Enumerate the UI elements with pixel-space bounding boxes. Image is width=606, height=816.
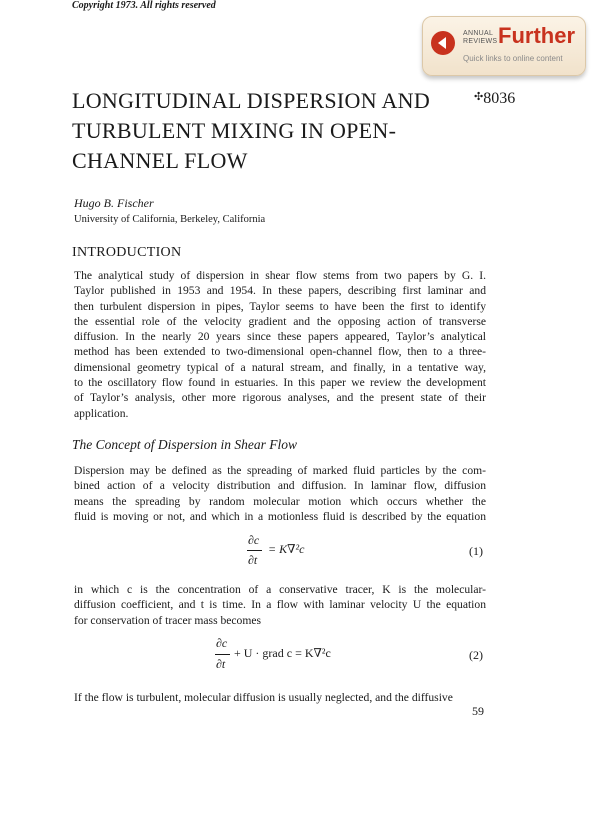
article-title xyxy=(72,86,462,176)
annual-reviews-label-line2: REVIEWS xyxy=(463,38,498,45)
equation-2-number: (2) xyxy=(469,648,483,662)
equation-2-rhs: + U · grad c = K∇²c xyxy=(234,646,331,660)
equation-1-rhs: = K∇²c xyxy=(268,542,305,556)
text-line: fluid is moving or not, and which in a motionless fluid is described by the equation xyxy=(74,509,486,523)
introduction-paragraph xyxy=(74,268,486,421)
section-heading-concept: The Concept of Dispersion in Shear Flow xyxy=(72,437,297,452)
annual-reviews-label-line1: ANNUAL xyxy=(463,30,494,37)
article-number-marker: ✣ xyxy=(474,91,484,103)
text-line: diffusion coefficient, and t is time. In a flow with laminar velocity U the equation xyxy=(74,598,486,612)
title-line: TURBULENT MIXING IN OPEN- xyxy=(72,118,397,143)
equation-2-denominator: ∂t xyxy=(216,657,226,671)
equation-1-explanation xyxy=(74,582,486,628)
equation-2-numerator: ∂c xyxy=(216,636,228,650)
equation-1-number: (1) xyxy=(469,544,483,558)
author-name: Hugo B. Fischer xyxy=(74,196,154,210)
text-line: method has been extended to two-dimensional open-channel flow, then to a three- xyxy=(74,345,486,359)
text-line: of Taylor’s analysis, other more rigorous analyses, and the present state of their xyxy=(74,391,486,405)
equation-1-fraction-bar xyxy=(247,550,262,551)
equation-1-numerator: ∂c xyxy=(248,533,260,547)
equation-2-explanation xyxy=(74,690,486,705)
further-links-button[interactable] xyxy=(422,16,586,76)
text-line: to the oscillatory flow found in estuaries. In this paper we review the development xyxy=(74,376,486,390)
further-label: Further xyxy=(498,23,575,48)
text-line: dimensional geometry typical of a natural stream, and finally, in a tentative way, xyxy=(74,360,486,374)
text-line: for conservation of tracer mass becomes xyxy=(74,613,262,627)
text-line: The analytical study of dispersion in shear flow stems from two papers by G. I. xyxy=(74,269,486,282)
text-line: the essential role of the velocity gradient and the opposing action of transverse xyxy=(74,314,486,328)
text-line: Taylor published in 1953 and 1954. In these papers, describing first laminar and xyxy=(74,284,486,298)
further-subtitle: Quick links to online content xyxy=(463,54,563,63)
text-line: means the spreading by random molecular motion which occurs whether the xyxy=(74,494,486,508)
left-arrow-circle-icon xyxy=(431,31,455,55)
concept-paragraph xyxy=(74,463,486,524)
title-line: LONGITUDINAL DISPERSION AND xyxy=(72,88,431,113)
equation-1-denominator: ∂t xyxy=(248,553,258,567)
text-line: Dispersion may be defined as the spreading of marked fluid particles by the com- xyxy=(74,464,486,477)
text-line: in which c is the concentration of a conservative tracer, K is the molecular- xyxy=(74,583,486,596)
text-line: application. xyxy=(74,406,129,420)
text-line: If the flow is turbulent, molecular diffusion is usually neglected, and the diffusive xyxy=(74,691,453,704)
author-affiliation: University of California, Berkeley, California xyxy=(74,214,266,225)
title-line: CHANNEL FLOW xyxy=(72,148,248,173)
text-line: bined action of a velocity distribution and diffusion. In laminar flow, diffusion xyxy=(74,479,486,493)
article-number xyxy=(474,90,515,108)
section-heading-introduction: INTRODUCTION xyxy=(72,245,182,260)
copyright-notice: Copyright 1973. All rights reserved xyxy=(72,0,216,11)
page-number: 59 xyxy=(472,704,484,718)
text-line: then turbulent dispersion in pipes, Taylor seems to have been the first to identify xyxy=(74,299,486,313)
text-line: diffusion. In the nearly 20 years since these papers appeared, Taylor’s analytical xyxy=(74,330,486,344)
equation-2-fraction-bar xyxy=(215,654,230,655)
article-number-value: 8036 xyxy=(483,90,516,107)
